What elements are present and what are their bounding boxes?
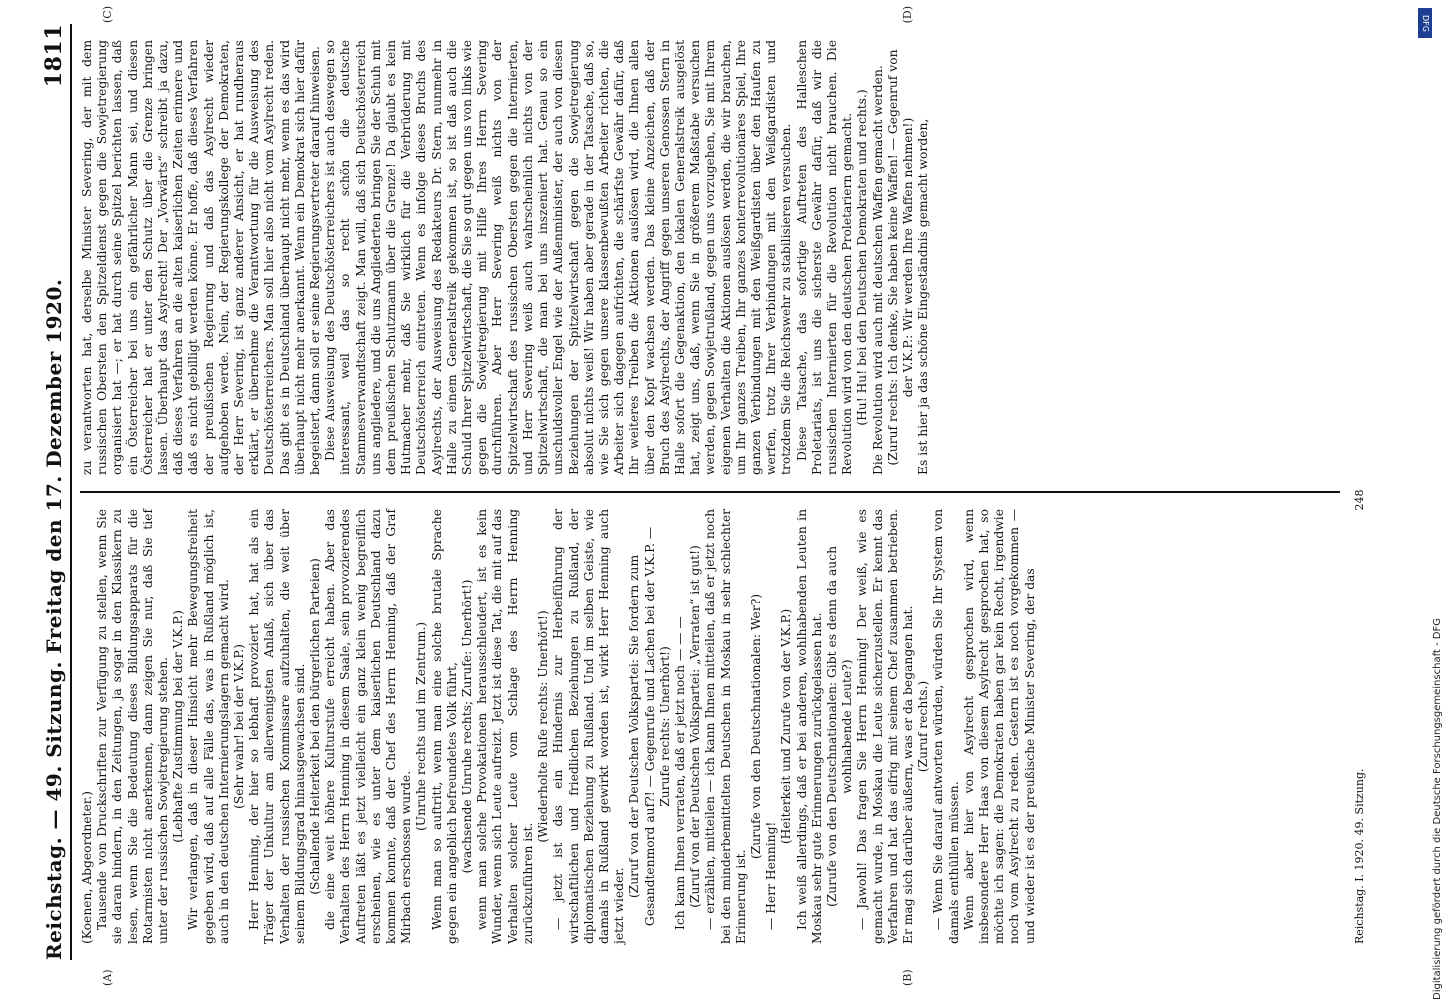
- right-column: [80, 6, 1340, 491]
- right-paragraph: (Hu! Hu! bei den Deutschen Demokraten und rechts.): [855, 89, 870, 426]
- credit-text: Digitalisierung gefördert durch die Deutsche Forschungsgemeinschaft - DFG: [1432, 617, 1443, 1000]
- left-paragraph: (Zuruf von der Deutschen Volkspartei: Sie fordern zum Gesandtenmord auf?! — Gegenrufe und Lachen bei der V.K.P. — Zurufe rechts: Unerhört!): [627, 526, 672, 927]
- left-paragraph: (Zuruf rechts.): [916, 680, 931, 773]
- left-paragraph: Wir verlangen, daß in dieser Hinsicht mehr Bewegungsfreiheit gegeben wird, daß auf alle Fälle das, was in Rußland möglich ist, auch in den deutschen Internierungslagern gemacht wird.: [186, 509, 231, 944]
- left-paragraph: (wachsende Unruhe rechts; Zurufe: Unerhört!): [460, 579, 475, 874]
- right-paragraph: Diese Tatsache, das sofortige Auftreten des Halleschen Proletariats, ist uns die sicherste Gewähr dafür, daß wir die russischen Internierten für die Revolution nicht brauchen. Die Revolution wird von den deutschen Proletariern gemacht.: [794, 40, 855, 475]
- left-paragraph: Herr Henning, der hier so lebhaft provoziert hat, hat als ein Träger der Unkultur am allerwenigsten Anlaß, sich über das Verhalten der russischen Kommissare aufzuhalten, die weit über seinem Bildungsgrad hinausgewachsen sind.: [247, 509, 307, 944]
- left-paragraph: Wenn aber hier von Asylrecht gesprochen wird, wenn insbesondere Herr Haas von diesem Asylrecht gesprochen hat, so möchte ich sagen: die Demokraten haben gar kein Recht, irgendwie noch vom Asylrecht zu reden. Gestern ist es noch vorgekommen — und wieder ist es der preußische Minister Severing, der das: [961, 509, 1037, 944]
- right-paragraph: zu verantworten hat, derselbe Minister Severing, der mit dem russischen Obersten den Spitzeldienst gegen die Sowjetregierung organisiert hat —; er hat durch seine Spitzel berichten lassen, daß ein Österreicher bei uns ein gefährlicher Mann sei, und diesen Österreicher hat er unter den Schutz über die Grenze bringen lassen. Überhaupt das Asylrecht! Der „Vorwärts“ schreibt ja dazu, daß dieses Verfahren an die alten kaiserlichen Zeiten erinnere und daß es nicht gebilligt werden könne. Er hoffe, daß dieses Verfahren der preußischen Regierung und daß das Asylrecht wieder aufgehoben werde. Nein, der Regierungskollege der Demokraten, der Herr Severing, ist ganz anderer Ansicht, er hat rundheraus erklärt, er übernehme die Verantwortung für die Ausweisung des Deutschösterreichers. Man soll hier also nicht vom Asylrecht reden. Das gibt es in Deutschland überhaupt nicht mehr, wenn es das wird überhaupt nicht mehr anerkannt. Wenn ein Demokrat sich hier dafür begeistert, dann soll er seine Regierungsvertreter darauf hinweisen.: [80, 40, 323, 475]
- left-paragraph: (Wiederholte Rufe rechts: Unerhört!): [536, 610, 551, 843]
- left-paragraph: — jetzt ist das ein Hindernis zur Herbeiführung der wirtschaftlichen und friedlichen Beziehungen zu Rußland, der diplomatischen Beziehung zu Rußland. Und im selben Geiste, wie damals in Rußland gewirkt worden ist, wirkt Herr Henning auch jetzt wieder.: [551, 509, 627, 944]
- left-paragraph: (Zuruf von der Deutschen Volkspartei: „Verraten“ ist gut!): [688, 545, 703, 908]
- right-paragraph: Die Revolution wird auch mit deutschen Waffen gemacht werden.: [870, 65, 885, 475]
- left-paragraph: Ich weiß allerdings, daß er bei anderen, wohlhabenden Leuten in Moskau sehr gute Erinnerungen zurückgelassen hat.: [794, 509, 824, 944]
- left-paragraph: Wenn man so auftritt, wenn man eine solche brutale Sprache gegen ein angeblich befreundetes Volk führt,: [429, 509, 459, 944]
- marker-d: (D): [901, 6, 914, 24]
- marker-b: (B): [901, 969, 914, 986]
- left-paragraph: (Zurufe von den Deutschnationalen: Wer?): [748, 593, 763, 860]
- left-paragraph: Tausende von Druckschriften zur Verfügung zu stellen, wenn Sie sie daran hindern, in den Zeitungen, ja sogar in den Klassikern zu lesen, wenn Sie die Bedeutung dieses Bildungsapparats für die Rotarmisten nicht anerkennen, dann zeigen Sie nur, daß Sie tief unter der russischen Sowjetregierung stehen.: [95, 509, 171, 944]
- page-header: [38, 24, 72, 960]
- left-paragraph: (Koenen, Abgeordneter.): [80, 791, 94, 944]
- left-paragraph: wenn man solche Provokationen herausschleudert, ist es kein Wunder, wenn sich Leute aufreizt. Jetzt ist diese Tat, die mit auf das Verhalten solcher Leute vom Schlage des Herrn Henning zurückzuführen ist.: [475, 509, 535, 944]
- footer-left: Reichstag. I. 1920. 49. Sitzung.: [1353, 768, 1366, 944]
- left-paragraph: (Schallende Heiterkeit bei den bürgerlichen Parteien): [308, 558, 323, 895]
- left-paragraph: — Herr Henning!: [764, 821, 779, 930]
- left-paragraph: — erzählen, mitteilen — ich kann Ihnen mitteilen, daß er jetzt noch bei den minderbemittelten Deutschen in Moskau in sehr schlechter Erinnerung ist.: [703, 509, 748, 944]
- left-column: [80, 493, 1340, 986]
- marker-c: (C): [101, 6, 114, 23]
- left-paragraph: (Zurufe von den Deutschnationalen: Gibt es denn da auch wohlhabende Leute?): [824, 545, 855, 908]
- right-paragraph: Es ist hier ja das schöne Eingeständnis gemacht worden,: [916, 118, 931, 475]
- right-paragraph: (Zuruf rechts: Ich denke, Sie haben keine Waffen! — Gegenruf von der V.K.P.: Wir werden Ihre Waffen nehmen!): [885, 49, 915, 466]
- digitization-credit: [1414, 0, 1443, 1000]
- dfg-logo: DFG: [1418, 8, 1432, 38]
- left-paragraph: — Wenn Sie darauf antworten würden, würden Sie Ihr System von damals enthüllen müssen.: [931, 509, 961, 944]
- left-paragraph: die eine weit höhere Kulturstufe erreicht haben. Aber das Verhalten des Herrn Henning in diesem Saale, sein provozierendes Auftreten läßt es jetzt vielleicht ein ganz klein wenig begreiflich erscheinen, wie es unter dem kaiserlichen Deutschland dazu kommen konnte, daß der Chef des Herrn Henning, daß der Graf Mirbach erschossen wurde.: [323, 509, 414, 944]
- right-paragraph: Diese Ausweisung des Deutschösterreichers ist auch deswegen so interessant, weil das so recht schön die deutsche Stammesverwandtschaft zeigt. Man will, daß sich Deutschösterreich uns angliedere, und die uns Angliederten bringen Sie der Schuh mit dem preußischen Schutzmann über die Grenze! Da glaubt es kein Hutmacher mehr, daß Sie wirklich für die Verbrüderung mit Deutschösterreich eintreten. Wenn es infolge dieses Bruchs des Asylrechts, der Ausweisung des Redakteurs Dr. Stern, nunmehr in Halle zu einem Generalstreik gekommen ist, so ist daß auch die Schuld Ihrer Spitzelwirtschaft, die Sie so gut gegen uns von links wie gegen die Sowjetregierung mit Hilfe Ihres Herrn Severing durchführen. Aber Herr Severing weiß nichts von der Spitzelwirtschaft des russischen Obersten gegen die Internierten, und Herr Severing weiß auch wahrscheinlich nichts von der Spitzelwirtschaft, die man bei uns inszeniert hat. Genau so ein unschuldsvoller Engel wie der Außenminister, der auch von diesen Beziehungen der Spitzelwirtschaft gegen die Sowjetregierung absolut nichts weiß! Wir haben aber gerade in der Tatsache, daß so, wie Sie sich gegen unsere klassenbewußten Arbeiter richten, die Arbeiter sich dagegen aufrichten, die schärfste Gewähr dafür, daß Ihr weiteres Treiben die Aktionen auslösen wird, die Ihnen allen über den Kopf wachsen werden. Das kleine Anzeichen, daß der Bruch des Asylrechts, der Angriff gegen unseren Genossen Stern in Halle sofort die Gegenaktion, den lokalen Generalstreik ausgelöst hat, zeigt uns, daß, wenn Sie in größerem Maßstabe versuchen werden, gegen Sowjetrußland, gegen uns vorzugehen, Sie mit Ihrem eigenen Verhalten die Aktionen auslösen werden, die wir brauchen, um Ihr ganzes Treiben, Ihr ganzes konterrevolutionäres Spiel, Ihre ganzen Verbindungen mit den Weißgardisten über den Haufen zu werfen, trotz Ihrer Verbindungen mit den Weißgardisten und trotzdem Sie die Reichswehr zu stabilisieren versuchen.: [323, 40, 794, 475]
- left-paragraph: Ich kann Ihnen verraten, daß er jetzt noch — — —: [672, 616, 687, 930]
- left-paragraph: — Jawohl! Das fragen Sie Herrn Henning! Der weiß, wie es gemacht wurde, in Moskau die Leute sicherzustellen. Er kennt das Verfahren und hat das eifrig mit seinem Chef zusammen betrieben. Er mag sich darüber äußern, was er da begangen hat.: [855, 509, 915, 944]
- text-columns: [80, 6, 1340, 986]
- left-paragraph: (Unruhe rechts und im Zentrum.): [414, 621, 429, 832]
- left-paragraph: (Lebhafte Zustimmung bei der V.K.P.): [171, 610, 186, 843]
- page-number: 1811: [41, 24, 67, 88]
- left-paragraph: (Heiterkeit und Zurufe von der V.K.P.): [779, 608, 794, 845]
- footer-page-signature: 248: [1353, 489, 1366, 511]
- left-paragraph: (Sehr wahr! bei der V.K.P.): [232, 644, 247, 809]
- marker-a: (A): [101, 969, 114, 986]
- page-title: Reichstag. — 49. Sitzung. Freitag den 17. Dezember 1920.: [42, 278, 66, 960]
